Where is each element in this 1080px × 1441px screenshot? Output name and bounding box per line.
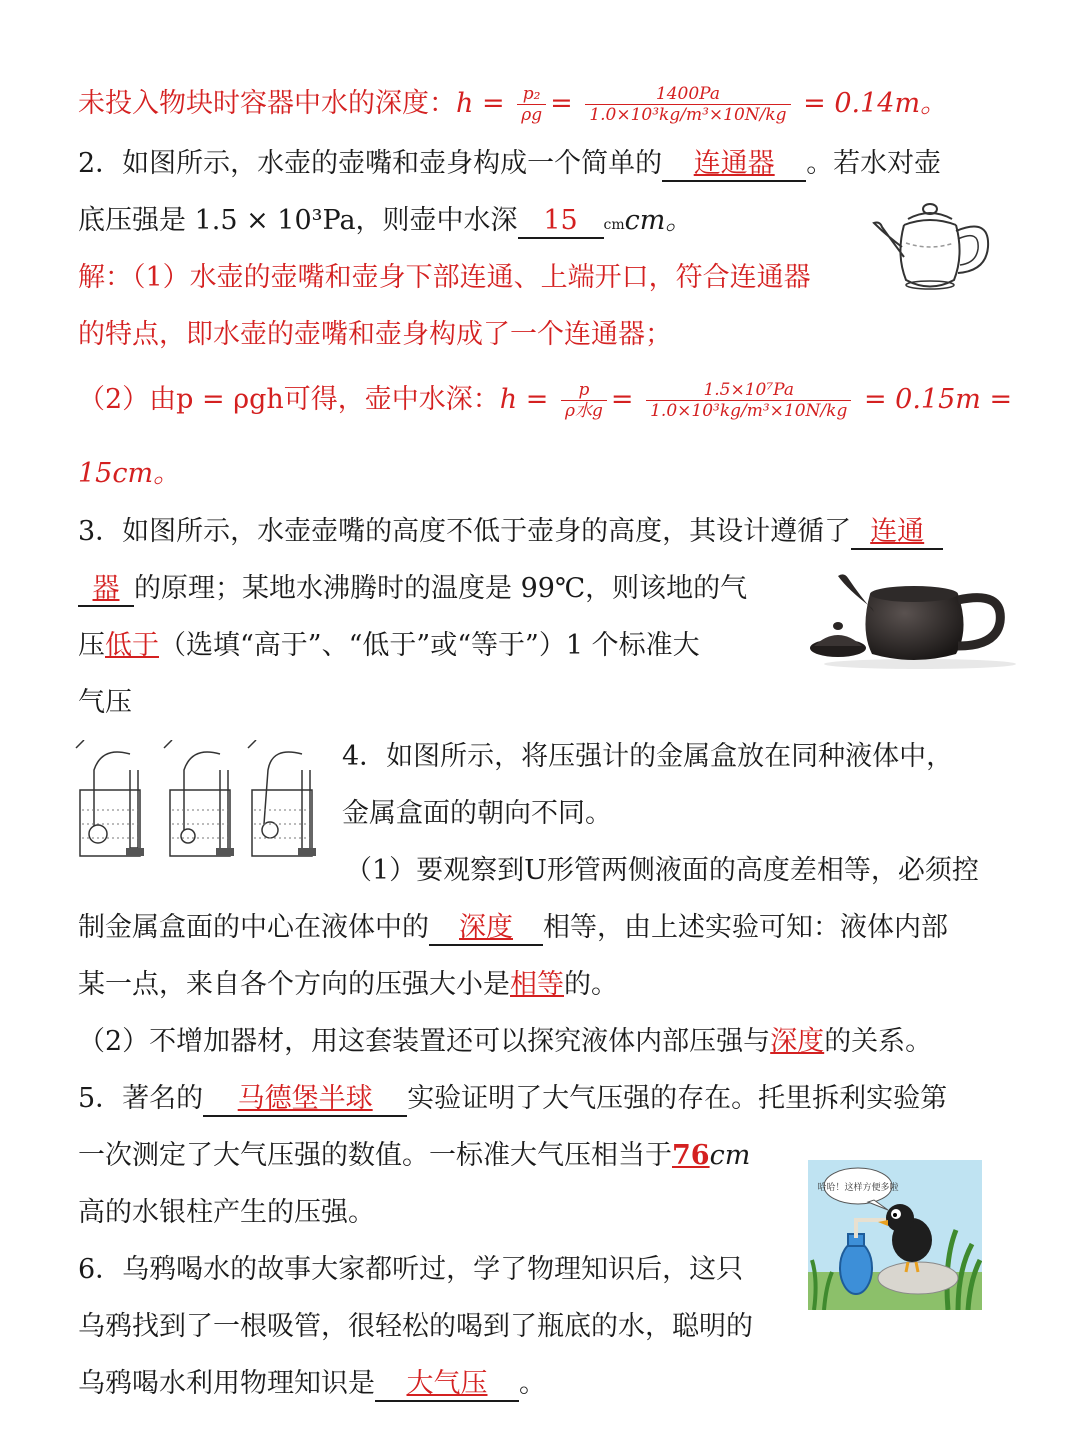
q3-blank1-part2	[78, 573, 134, 607]
q4-line2: 金属盒面的朝向不同。	[342, 798, 612, 829]
equals-sign: =	[610, 384, 634, 415]
frac-denominator: ρ水g	[561, 400, 607, 421]
h-equals: h =	[499, 384, 549, 415]
q3-blank1-part1	[851, 516, 943, 550]
q6-line2: 乌鸦找到了一根吸管，很轻松的喝到了瓶底的水，聪明的	[78, 1311, 753, 1342]
frac-denominator: 1.0×10³kg/m³×10N/kg	[585, 104, 790, 125]
q3-answer2: 低于	[105, 630, 159, 661]
q2-solution-line4: 15cm。	[78, 458, 181, 489]
q3-line2	[78, 570, 747, 608]
frac-numerator: 1400Pa	[655, 84, 720, 104]
q1-solution-line	[78, 84, 947, 125]
q4-line5	[78, 966, 618, 1004]
q4-text: 的。	[564, 969, 618, 1000]
pressure-gauge-experiment-image	[72, 740, 332, 860]
q2-blank1	[662, 148, 806, 182]
q5-text: 5．著名的	[78, 1083, 204, 1114]
h-equals: h =	[456, 88, 505, 119]
q4-text: 某一点，来自各个方向的压强大小是	[78, 969, 510, 1000]
frac-denominator: 1.0×10³kg/m³×10N/kg	[646, 400, 851, 421]
q2-text: 底压强是 1.5 × 10³Pa，则壶中水深	[78, 205, 518, 236]
q1-result: = 0.14m。	[803, 88, 948, 119]
fraction-p2-rhog	[517, 84, 546, 125]
q2-result: = 0.15m =	[863, 384, 1013, 415]
q3-text: 3．如图所示，水壶壶嘴的高度不低于壶身的高度，其设计遵循了	[78, 516, 852, 547]
q3-text: 的原理；某地水沸腾时的温度是 99℃，则该地的气	[134, 573, 748, 604]
q2-answer2: 15	[543, 205, 578, 236]
q4-text: 相等，由上述实验可知：液体内部	[543, 912, 948, 943]
q2-answer1: 连通器	[693, 148, 775, 179]
q5-text: 实验证明了大气压强的存在。托里拆利实验第	[407, 1083, 948, 1114]
q2-line2	[78, 202, 692, 244]
frac-numerator: p	[578, 380, 590, 400]
q5-line2	[78, 1137, 750, 1175]
q5-unit: cm	[709, 1140, 751, 1171]
fraction-15e7pa	[646, 380, 851, 421]
q2-blank2	[518, 205, 604, 239]
q5-line3: 高的水银柱产生的压强。	[78, 1197, 375, 1228]
q4-line3: （1）要观察到U形管两侧液面的高度差相等，必须控	[345, 855, 979, 886]
unit-small: cm	[603, 217, 625, 233]
clay-teapot-image	[808, 560, 1020, 670]
q6-text: 。	[519, 1368, 546, 1399]
q5-answer2: 76	[672, 1140, 710, 1171]
q4-text: （2）不增加器材，用这套装置还可以探究液体内部压强与	[78, 1026, 771, 1057]
q5-answer1: 马德堡半球	[237, 1083, 373, 1114]
q2-solution-line1: 解：（1）水壶的壶嘴和壶身下部连通、上端开口，符合连通器	[78, 262, 811, 293]
q4-answer2: 相等	[510, 969, 564, 1000]
q3-text: 压	[78, 630, 105, 661]
q6-blank1	[375, 1368, 519, 1402]
q6-answer1: 大气压	[406, 1368, 488, 1399]
q4-blank1	[429, 912, 543, 946]
frac-numerator: p₂	[522, 84, 541, 104]
equals-sign: =	[550, 88, 573, 119]
q4-line6	[78, 1023, 932, 1061]
frac-numerator: 1.5×10⁷Pa	[703, 380, 794, 400]
q3-answer1a: 连通	[870, 516, 925, 547]
fraction-1400pa	[585, 84, 790, 125]
fraction-p-rhog	[561, 380, 607, 421]
q2-line1	[78, 145, 941, 183]
q4-text: 的关系。	[824, 1026, 933, 1057]
q4-answer1: 深度	[459, 912, 513, 943]
q3-line1	[78, 513, 943, 551]
q6-line3	[78, 1365, 546, 1403]
q4-line1: 4．如图所示，将压强计的金属盒放在同种液体中，	[342, 741, 954, 772]
q4-answer3: 深度	[770, 1026, 825, 1057]
q5-text: 一次测定了大气压强的数值。一标准大气压相当于	[78, 1140, 672, 1171]
q1-solution-text: 未投入物块时容器中水的深度：	[78, 88, 456, 119]
crow-drinking-cartoon-image	[808, 1160, 982, 1310]
q2-text: cm。	[624, 205, 693, 236]
q4-text: 制金属盒面的中心在液体中的	[78, 912, 429, 943]
teapot-outline-image	[868, 195, 998, 300]
q4-line4	[78, 909, 948, 947]
frac-denominator: ρg	[517, 104, 546, 125]
q3-answer1b: 器	[92, 573, 120, 604]
q2-text: 2．如图所示，水壶的壶嘴和壶身构成一个简单的	[78, 148, 663, 179]
q3-line4: 气压	[78, 687, 132, 718]
q5-blank1	[203, 1083, 407, 1117]
q2-solution-line2: 的特点，即水壶的壶嘴和壶身构成了一个连通器；	[78, 319, 672, 350]
q2-text: 。若水对壶	[806, 148, 942, 179]
q6-text: 乌鸦喝水利用物理知识是	[78, 1368, 375, 1399]
q2-solution-text: （2）由p = ρgh可得，壶中水深：	[78, 384, 500, 415]
q5-line1	[78, 1080, 947, 1118]
q6-line1: 6．乌鸦喝水的故事大家都听过，学了物理知识后，这只	[78, 1254, 744, 1285]
q3-line3	[78, 627, 700, 665]
crow-speech-bubble: 哈哈！这样方便多啦	[817, 1183, 899, 1193]
q2-solution-line3	[78, 380, 1012, 421]
q3-text: （选填“高于”、“低于”或“等于”）1 个标准大	[159, 630, 700, 661]
